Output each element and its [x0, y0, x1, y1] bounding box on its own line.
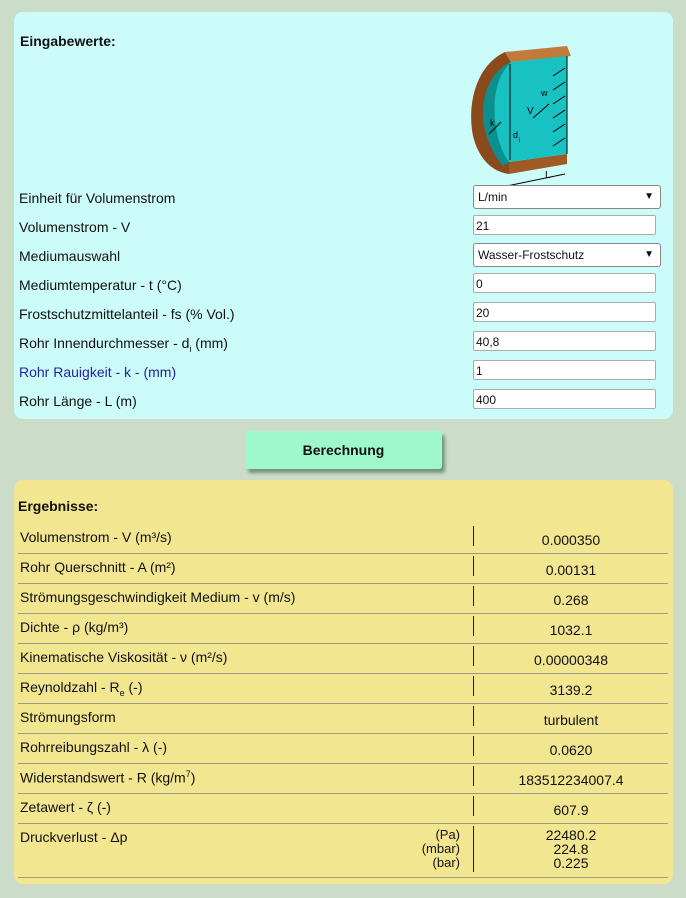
label-volume-unit: Einheit für Volumenstrom	[19, 190, 176, 206]
result-row	[18, 674, 668, 704]
row-volume-unit	[14, 185, 673, 213]
result-heading: Ergebnisse:	[18, 498, 99, 514]
result-value: 0.00000348	[534, 652, 608, 668]
row-antifreeze-share	[14, 301, 673, 329]
label-antifreeze-share: Frostschutzmittelanteil - fs (% Vol.)	[19, 306, 235, 322]
pressure-values	[474, 828, 668, 870]
result-value: 183512234007.4	[518, 772, 624, 788]
input-medium-temperature[interactable]: 0	[473, 273, 656, 293]
figure-label-l: L	[545, 170, 551, 181]
input-pipe-length[interactable]: 400	[473, 389, 656, 409]
result-label: Zetawert - ζ (-)	[20, 799, 111, 815]
row-inner-diameter	[14, 330, 673, 358]
calculate-button[interactable]: Berechnung	[245, 431, 442, 469]
figure-label-v: V	[527, 106, 534, 117]
row-pipe-length	[14, 388, 673, 416]
label-inner-diameter: Rohr Innendurchmesser - $d_i$ (mm)	[19, 335, 228, 354]
result-label: Widerstandswert - R $(kg/m^7)$	[20, 769, 196, 786]
result-value: turbulent	[543, 712, 599, 728]
unit-pa: (Pa)	[435, 827, 460, 842]
row-roughness	[14, 359, 673, 387]
result-row	[18, 704, 668, 734]
input-roughness[interactable]: 1	[473, 360, 656, 380]
row-medium	[14, 243, 673, 271]
result-label: Dichte - ρ (kg/m³)	[20, 619, 129, 635]
result-row	[18, 584, 668, 614]
result-row	[18, 764, 668, 794]
label-medium-temperature: Mediumtemperatur - t (°C)	[19, 277, 182, 293]
select-volume-unit[interactable]	[473, 185, 661, 209]
input-antifreeze-share[interactable]: 20	[473, 302, 656, 322]
result-value: 0.000350	[541, 532, 601, 548]
result-label: Druckverlust - Δp	[20, 829, 128, 845]
unit-bar: (bar)	[432, 855, 460, 870]
result-row	[18, 734, 668, 764]
unit-mbar: (mbar)	[421, 841, 460, 856]
row-medium-temperature	[14, 272, 673, 300]
result-row	[18, 644, 668, 674]
input-panel	[14, 12, 673, 419]
select-medium[interactable]	[473, 243, 661, 267]
figure-label-k: k	[490, 118, 495, 128]
pipe-diagram-icon	[467, 36, 579, 196]
input-heading: Eingabewerte:	[20, 33, 116, 49]
label-pipe-length: Rohr Länge - L (m)	[19, 393, 137, 409]
result-row	[18, 794, 668, 824]
result-row	[18, 554, 668, 584]
result-label: Reynoldzahl - $R_e$ (-)	[20, 679, 143, 698]
result-row-pressure-loss	[18, 824, 668, 878]
value-bar: 0.225	[553, 855, 589, 871]
chevron-down-icon: ▼	[644, 249, 654, 260]
result-value: 0.0620	[549, 742, 593, 758]
select-medium-value: Wasser-Frostschutz	[478, 248, 585, 262]
figure-label-d: d	[513, 130, 519, 140]
label-medium: Mediumauswahl	[19, 248, 121, 264]
value-mbar: 224.8	[553, 841, 589, 857]
result-label: Rohrreibungszahl - λ (-)	[20, 739, 168, 755]
result-value: 607.9	[553, 802, 589, 818]
result-row	[18, 524, 668, 554]
figure-label-d-sub: i	[519, 138, 521, 144]
result-panel	[14, 480, 673, 884]
result-label: Volumenstrom - V (m³/s)	[20, 529, 172, 545]
value-pa: 22480.2	[545, 827, 597, 843]
label-volume-flow: Volumenstrom - V	[19, 219, 131, 235]
figure-label-w: w	[541, 88, 548, 98]
label-roughness-link[interactable]: Rohr Rauigkeit - k - (mm)	[19, 364, 177, 380]
result-label: Kinematische Viskosität - ν (m²/s)	[20, 649, 228, 665]
result-label: Strömungsgeschwindigkeit Medium - v (m/s)	[20, 589, 296, 605]
result-value: 0.00131	[545, 562, 597, 578]
result-value: 1032.1	[549, 622, 593, 638]
result-row	[18, 614, 668, 644]
result-label: Strömungsform	[20, 709, 116, 725]
result-label: Rohr Querschnitt - A (m²)	[20, 559, 176, 575]
result-value: 3139.2	[549, 682, 593, 698]
select-volume-unit-value: L/min	[478, 190, 508, 204]
pressure-units	[398, 828, 460, 870]
chevron-down-icon: ▼	[644, 191, 654, 202]
input-inner-diameter[interactable]: 40,8	[473, 331, 656, 351]
result-value: 0.268	[553, 592, 589, 608]
row-volume-flow	[14, 214, 673, 242]
input-volume-flow[interactable]: 21	[473, 215, 656, 235]
